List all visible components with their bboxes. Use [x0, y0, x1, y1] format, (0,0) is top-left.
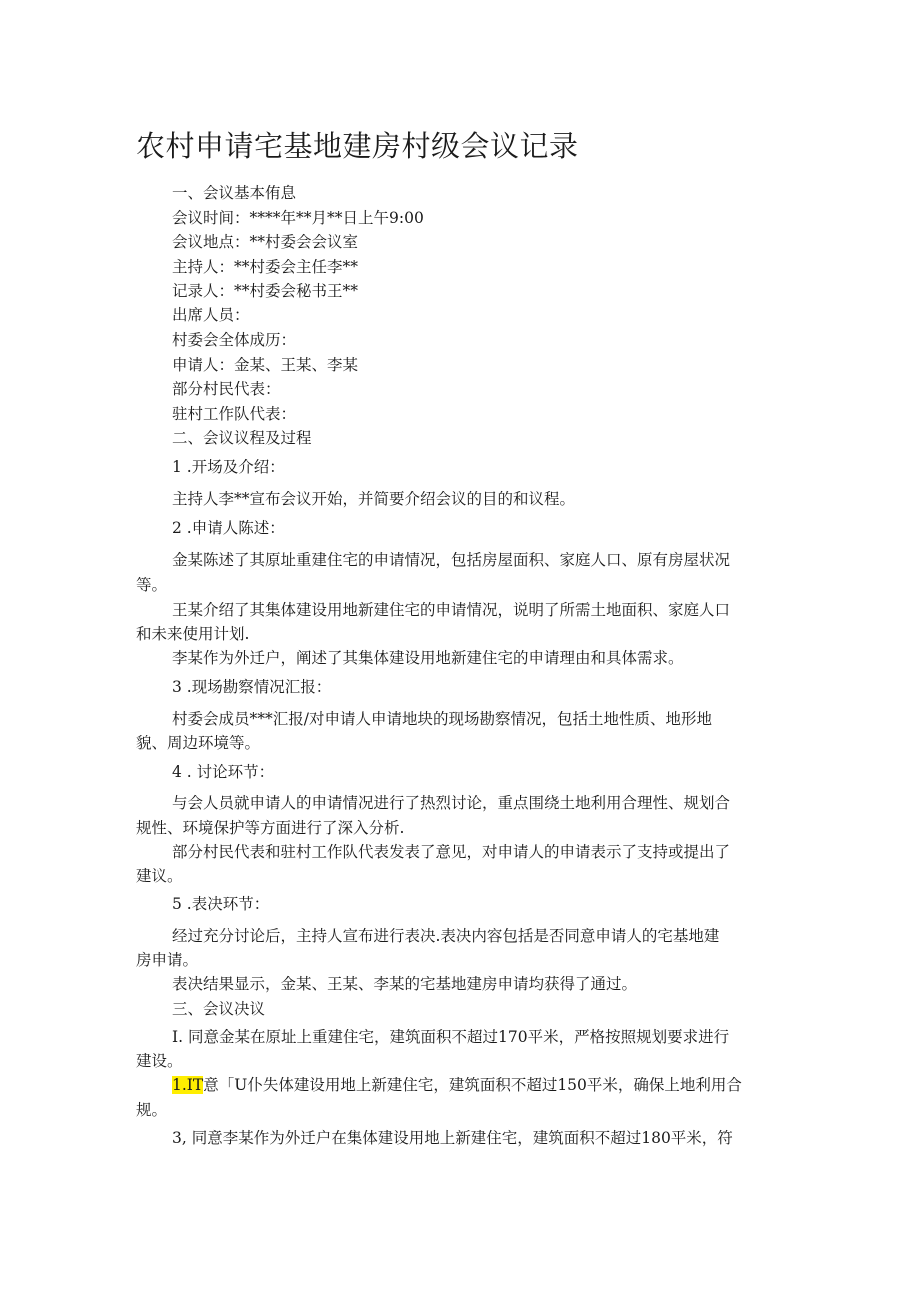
info-line: 主持人：**村委会主任李**: [172, 258, 359, 276]
subsection-heading: 1 .开场及介绍：: [172, 458, 285, 476]
section-heading: 二、会议议程及过程: [172, 429, 312, 447]
paragraph-line: 房申请。: [136, 951, 199, 969]
paragraph-line: 表决结果显示，金某、王某、李某的宅基地建房申请均获得了通过。: [172, 975, 638, 993]
resolution-line: 3, 同意李某作为外迁户在集体建设用地上新建住宅，建筑面积不超过180平米，符: [172, 1129, 733, 1147]
paragraph-line: 村委会成员***汇报/对申请人申请地块的现场勘察情况，包括土地性质、地形地: [172, 710, 712, 728]
paragraph-line: 等。: [136, 576, 168, 594]
paragraph-line: 与会人员就申请人的申请情况进行了热烈讨论，重点围绕土地利用合理性、规划合: [172, 794, 731, 812]
highlight-mark: 1.IT: [172, 1076, 204, 1094]
paragraph-line: 建议。: [136, 867, 183, 885]
info-line: 会议地点：**村委会会议室: [172, 233, 359, 251]
resolution-line: I. 同意金某在原址上重建住宅，建筑面积不超过170平米，严格按照规划要求进行: [172, 1028, 730, 1046]
info-line: 部分村民代表：: [172, 380, 281, 398]
section-heading: 三、会议决议: [172, 1000, 266, 1018]
info-line: 会议时间：****年**月**日上午9:00: [172, 209, 424, 227]
paragraph-line: 主持人李**宣布会议开始，并简要介绍会议的目的和议程。: [172, 490, 576, 508]
info-line: 申请人：金某、王某、李某: [172, 356, 359, 374]
subsection-heading: 5 .表决环节：: [172, 895, 270, 913]
resolution-line: [172, 1075, 742, 1095]
paragraph-line: 经过充分讨论后，主持人宣布进行表决.表决内容包括是否同意申请人的宅基地建: [172, 927, 720, 945]
subsection-heading: 3 .现场勘察情况汇报：: [172, 678, 332, 696]
paragraph-line: 和未来使用计划.: [136, 625, 250, 643]
paragraph-line: 貌、周边环境等。: [136, 734, 261, 752]
info-line: 村委会全体成历：: [172, 331, 297, 349]
subsection-heading: 4 . 讨论环节：: [172, 763, 275, 781]
info-line: 记录人：**村委会秘书王**: [172, 282, 359, 300]
info-line: 驻村工作队代表：: [172, 405, 297, 423]
paragraph-line: 规。: [136, 1101, 168, 1119]
paragraph-line: 建设。: [136, 1052, 183, 1070]
paragraph-line: 李某作为外迁户，阐述了其集体建设用地新建住宅的申请理由和具体需求。: [172, 649, 684, 667]
resolution-text: 意「U仆失体建设用地上新建住宅，建筑面积不超过150平米，确保上地利用合: [203, 1076, 742, 1094]
document-title: 农村申请宅基地建房村级会议记录: [136, 129, 579, 163]
paragraph-line: 部分村民代表和驻村工作队代表发表了意见，对申请人的申请表示了支持或提出了: [172, 843, 731, 861]
paragraph-line: 金某陈述了其原址重建住宅的申请情况，包括房屋面积、家庭人口、原有房屋状况: [172, 551, 731, 569]
paragraph-line: 王某介绍了其集体建设用地新建住宅的申请情况，说明了所需土地面积、家庭人口: [172, 601, 731, 619]
subsection-heading: 2 .申请人陈述：: [172, 519, 285, 537]
section-heading: 一、会议基本侑息: [172, 184, 297, 202]
paragraph-line: 规性、环境保护等方面进行了深入分析.: [136, 819, 405, 837]
info-line: 出席人员：: [172, 306, 250, 324]
